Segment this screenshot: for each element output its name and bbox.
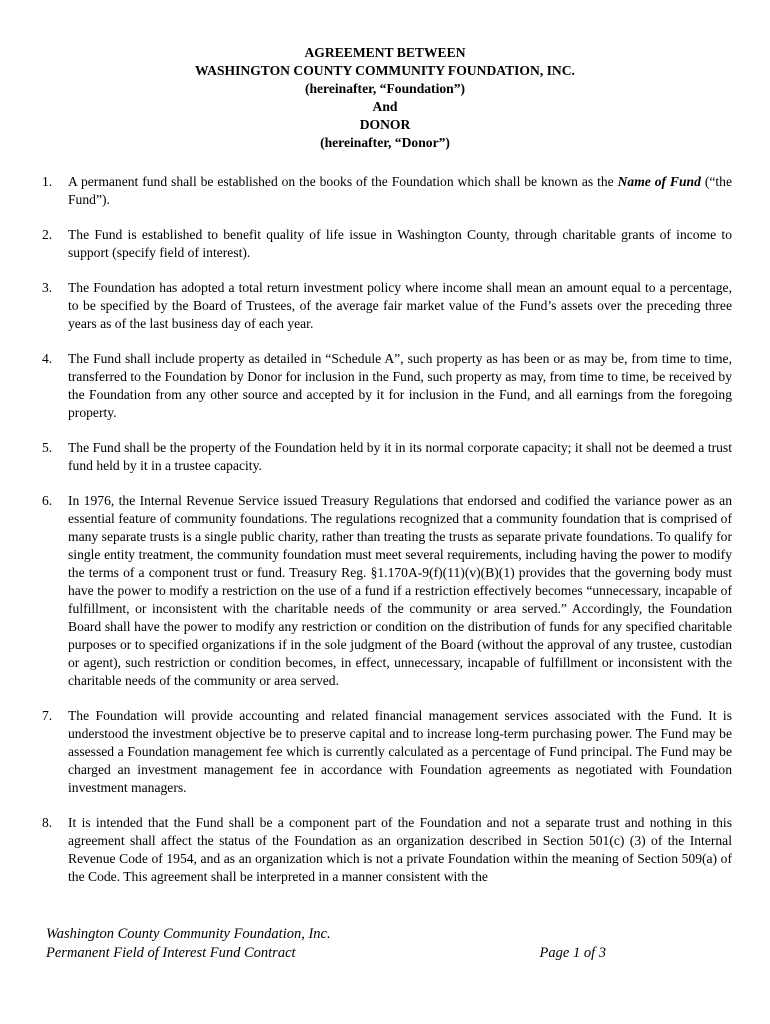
header-line-donor-alias: (hereinafter, “Donor”): [320, 135, 450, 150]
header-line-agreement: AGREEMENT BETWEEN: [304, 45, 466, 60]
clause-text: In 1976, the Internal Revenue Service issued Treasury Regulations that endorsed and codified the variance power as an essential feature of community foundations. The regulations recognized that a community foundation that is comprised of many separate trusts is a single public charity, rather than treating the trusts as separate private foundations. To qualify for single entity treatment, the community foundation must meet several requirements, including having the power to modify the terms of a component trust or fund. Treasury Reg. §1.170A-9(f)(11)(v)(B)(1) provides that the governing body must have the power to modify a restriction on the use of a fund if a restriction effectively becomes “unnecessary, incapable of fulfillment, or inconsistent with the charitable needs of the community or area served.” Accordingly, the Foundation Board shall have the power to modify any restriction or condition on the distribution of funds for any specified charitable purposes or to specified organizations if in the sole judgment of the Board (without the approval of any trustee, custodian or agent), such restriction or condition becomes, in effect, unnecessary, incapable of fulfillment or inconsistent with the charitable needs of the community or area served.: [68, 493, 732, 688]
clause-text: The Fund shall be the property of the Foundation held by it in its normal corporate capacity; it shall not be deemed a trust fund held by it in a trustee capacity.: [68, 440, 732, 473]
agreement-header: [0, 44, 770, 152]
header-line-foundation-name: WASHINGTON COUNTY COMMUNITY FOUNDATION, INC.: [195, 63, 575, 78]
clause-text-before: A permanent fund shall be established on the books of the Foundation which shall be known as the: [68, 174, 618, 189]
clause-text: [68, 173, 732, 209]
footer-document-title: Permanent Field of Interest Fund Contract: [46, 945, 296, 961]
header-line-foundation-alias: (hereinafter, “Foundation”): [304, 81, 466, 96]
clause-number: 7.: [42, 708, 53, 723]
clause-4: [42, 350, 732, 422]
clause-3: [42, 279, 732, 333]
clause-8: [42, 814, 732, 886]
footer-second-line: [46, 944, 606, 963]
clause-number: 2.: [42, 227, 53, 242]
clause-text: The Foundation has adopted a total return investment policy where income shall mean an amount equal to a percentage, to be specified by the Board of Trustees, of the average fair market value of the Fund’s assets over the preceding three years as of the last business day of each year.: [68, 280, 732, 331]
clause-5: [42, 439, 732, 475]
clause-text: It is intended that the Fund shall be a component part of the Foundation and not a separate trust and nothing in this agreement shall affect the status of the Foundation as an organization described in Section 501(c) (3) of the Internal Revenue Code of 1954, and as an organization which is not a private Foundation within the meaning of Section 509(a) of the Code. This agreement shall be interpreted in a manner consistent with the: [68, 815, 732, 884]
clause-number: 3.: [42, 280, 53, 295]
clause-number: 5.: [42, 440, 53, 455]
header-line-and: And: [372, 99, 398, 114]
clause-6: [42, 492, 732, 690]
clause-1: [42, 173, 732, 209]
fund-name-emphasis: Name of Fund: [617, 174, 701, 189]
clause-text: The Fund shall include property as detailed in “Schedule A”, such property as has been or as may be, from time to time, transferred to the Foundation by Donor for inclusion in the Fund, such property as may, from time to time, be received by the Foundation from any other source and accepted by it for inclusion in the Fund, and all earnings from the foregoing property.: [68, 351, 732, 420]
page-footer: [46, 925, 606, 963]
clause-number: 6.: [42, 493, 53, 508]
clause-number: 8.: [42, 815, 53, 830]
clause-2: [42, 226, 732, 262]
clause-text: The Fund is established to benefit quality of life issue in Washington County, through charitable grants of income to support (specify field of interest).: [68, 227, 732, 260]
clause-number: 1.: [42, 174, 53, 189]
clause-list: [42, 173, 732, 903]
clause-text-after: (“the Fund”).: [68, 174, 732, 207]
clause-text: The Foundation will provide accounting and related financial management services associated with the Fund. It is understood the investment objective be to preserve capital and to increase long-term purchasing power. The Fund may be assessed a Foundation management fee which is currently calculated as a percentage of Fund principal. The Fund may be charged an investment management fee in accordance with Foundation agreements as negotiated with Foundation investment managers.: [68, 708, 732, 795]
clause-7: [42, 707, 732, 797]
footer-organization: Washington County Community Foundation, Inc.: [46, 926, 331, 942]
clause-number: 4.: [42, 351, 53, 366]
page-number: Page 1 of 3: [539, 945, 606, 961]
header-line-donor: DONOR: [359, 117, 411, 132]
